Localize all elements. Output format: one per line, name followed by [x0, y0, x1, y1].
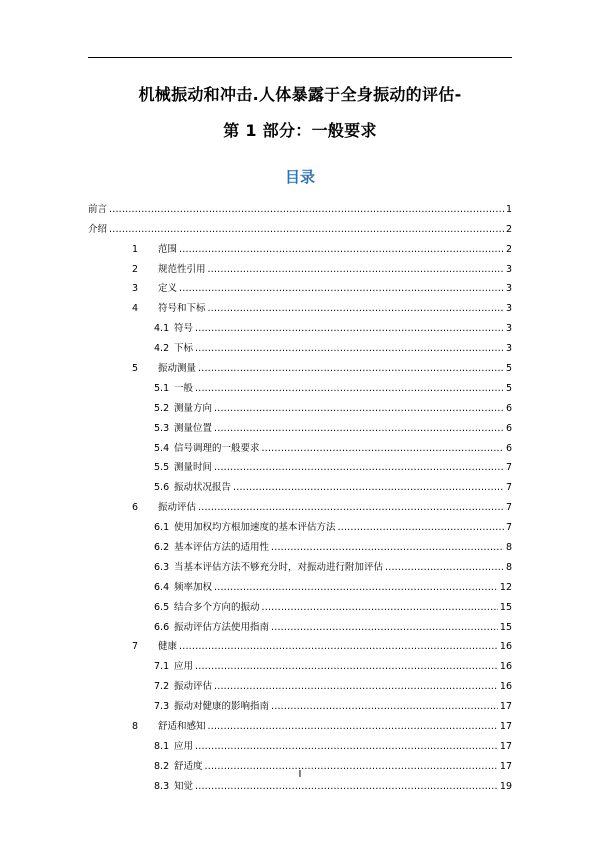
- toc-entry[interactable]: [88, 334, 512, 354]
- top-rule: [88, 57, 512, 58]
- toc-entry-page: 7: [505, 502, 512, 514]
- toc-entry-label: 符号: [174, 323, 194, 335]
- toc-entry-number: 8.1: [154, 740, 170, 752]
- toc-entry-number: 7.2: [154, 681, 170, 693]
- toc-entry-page: 15: [499, 621, 512, 633]
- toc-dot-leader: [208, 721, 498, 732]
- toc-entry-label: 频率加权: [174, 581, 213, 593]
- toc-entry[interactable]: [88, 652, 512, 672]
- toc-entry-label: 基本评估方法的适用性: [174, 542, 270, 554]
- toc-entry-number: 3: [132, 283, 139, 295]
- toc-entry-page: 7: [505, 482, 512, 494]
- toc-dot-leader: [195, 781, 498, 792]
- toc-entry-page: 7: [505, 462, 512, 474]
- toc-dot-leader: [179, 244, 504, 255]
- table-of-contents: [88, 195, 512, 792]
- toc-entry-number: 6.1: [154, 522, 170, 534]
- toc-entry[interactable]: [88, 672, 512, 692]
- toc-entry-page: 6: [505, 442, 512, 454]
- toc-dot-leader: [109, 224, 504, 235]
- toc-entry-page: 1: [505, 203, 512, 215]
- toc-dot-leader: [214, 681, 498, 692]
- toc-entry-page: 8: [505, 542, 512, 554]
- toc-entry-number: 6.4: [154, 581, 170, 593]
- toc-entry-number: 5.3: [154, 422, 170, 434]
- toc-entry-number: 6.3: [154, 561, 170, 573]
- toc-entry-label: 下标: [174, 343, 194, 355]
- toc-entry-number: 5.5: [154, 462, 170, 474]
- toc-entry-number: 4: [132, 303, 139, 315]
- toc-dot-leader: [195, 741, 498, 752]
- toc-entry[interactable]: [88, 414, 512, 434]
- toc-entry-number: 8: [132, 721, 139, 733]
- toc-entry-label: 振动对健康的影响指南: [174, 701, 270, 713]
- toc-entry-number: 5.4: [154, 442, 170, 454]
- toc-entry-page: 2: [505, 223, 512, 235]
- toc-entry-page: 12: [499, 581, 512, 593]
- toc-entry-number: 8.2: [154, 760, 170, 772]
- toc-entry[interactable]: [88, 255, 512, 275]
- toc-dot-leader: [385, 562, 504, 573]
- toc-entry-page: 17: [499, 701, 512, 713]
- toc-entry-number: 5.6: [154, 482, 170, 494]
- toc-entry-label: 介绍: [88, 223, 108, 235]
- toc-dot-leader: [214, 582, 498, 593]
- toc-entry[interactable]: [88, 573, 512, 593]
- toc-dot-leader: [179, 283, 504, 294]
- toc-entry[interactable]: [88, 394, 512, 414]
- toc-entry-page: 8: [505, 561, 512, 573]
- toc-dot-leader: [179, 641, 498, 652]
- toc-dot-leader: [271, 622, 498, 633]
- toc-entry[interactable]: [88, 215, 512, 235]
- toc-entry-number: 5: [132, 363, 139, 375]
- toc-entry-label: 舒适度: [174, 760, 203, 772]
- toc-entry[interactable]: [88, 613, 512, 633]
- toc-entry-page: 17: [499, 721, 512, 733]
- toc-entry[interactable]: [88, 712, 512, 732]
- toc-entry-page: 5: [505, 382, 512, 394]
- toc-dot-leader: [214, 403, 504, 414]
- toc-entry-label: 应用: [174, 661, 194, 673]
- toc-entry[interactable]: [88, 195, 512, 215]
- toc-dot-leader: [195, 383, 504, 394]
- toc-entry-label: 测量方向: [174, 402, 213, 414]
- toc-entry-page: 3: [505, 343, 512, 355]
- toc-dot-leader: [271, 701, 498, 712]
- toc-entry-label: 符号和下标: [158, 303, 206, 315]
- toc-entry-label: 测量位置: [174, 422, 213, 434]
- toc-entry-label: 舒适和感知: [158, 721, 206, 733]
- toc-entry[interactable]: [88, 692, 512, 712]
- toc-dot-leader: [271, 542, 504, 553]
- toc-entry[interactable]: [88, 633, 512, 653]
- toc-entry-page: 3: [505, 323, 512, 335]
- toc-dot-leader: [214, 423, 504, 434]
- toc-entry-number: 6: [132, 502, 139, 514]
- toc-entry-number: 5.2: [154, 402, 170, 414]
- toc-entry-label: 当基本评估方法不够充分时，对振动进行附加评估: [174, 561, 384, 573]
- toc-dot-leader: [198, 363, 504, 374]
- toc-entry[interactable]: [88, 235, 512, 255]
- toc-dot-leader: [262, 602, 498, 613]
- toc-entry-page: 3: [505, 263, 512, 275]
- toc-entry-number: 7.1: [154, 661, 170, 673]
- toc-entry-number: 7: [132, 641, 139, 653]
- toc-entry[interactable]: [88, 374, 512, 394]
- toc-entry-label: 规范性引用: [158, 263, 206, 275]
- toc-entry-number: 2: [132, 263, 139, 275]
- document-title-line2: 第 1 部分：一般要求: [223, 121, 377, 140]
- toc-entry-label: 应用: [174, 740, 194, 752]
- toc-entry-page: 17: [499, 740, 512, 752]
- toc-entry-label: 信号调理的一般要求: [174, 442, 260, 454]
- toc-entry-number: 6.6: [154, 621, 170, 633]
- toc-entry-label: 振动评估: [158, 502, 197, 514]
- toc-dot-leader: [214, 462, 504, 473]
- toc-entry-page: 7: [505, 522, 512, 534]
- toc-entry[interactable]: [88, 493, 512, 513]
- toc-entry-label: 结合多个方向的振动: [174, 601, 260, 613]
- toc-entry-label: 振动评估: [174, 681, 213, 693]
- toc-entry-page: 16: [499, 661, 512, 673]
- toc-entry[interactable]: [88, 275, 512, 295]
- document-title-line1: 机械振动和冲击.人体暴露于全身振动的评估-: [138, 85, 462, 104]
- toc-entry[interactable]: [88, 593, 512, 613]
- toc-entry[interactable]: [88, 454, 512, 474]
- toc-entry-number: 4.1: [154, 323, 170, 335]
- toc-entry-number: 7.3: [154, 701, 170, 713]
- toc-entry-page: 2: [505, 243, 512, 255]
- toc-entry-label: 测量时间: [174, 462, 213, 474]
- toc-entry-page: 19: [499, 780, 512, 792]
- toc-entry-page: 15: [499, 601, 512, 613]
- toc-dot-leader: [109, 204, 504, 215]
- toc-entry-number: 1: [132, 243, 139, 255]
- toc-dot-leader: [195, 323, 504, 334]
- toc-entry-page: 5: [505, 363, 512, 375]
- toc-dot-leader: [338, 522, 504, 533]
- toc-entry-label: 定义: [158, 283, 178, 295]
- toc-entry-page: 16: [499, 681, 512, 693]
- toc-dot-leader: [195, 661, 498, 672]
- toc-dot-leader: [233, 482, 504, 493]
- toc-entry-label: 振动测量: [158, 363, 197, 375]
- toc-entry[interactable]: [88, 732, 512, 752]
- toc-entry-page: 16: [499, 641, 512, 653]
- toc-heading: 目录: [284, 168, 315, 186]
- toc-entry[interactable]: [88, 553, 512, 573]
- toc-entry-label: 前言: [88, 203, 108, 215]
- toc-entry-number: 5.1: [154, 382, 170, 394]
- toc-entry[interactable]: [88, 354, 512, 374]
- toc-entry[interactable]: [88, 513, 512, 533]
- toc-dot-leader: [208, 264, 504, 275]
- toc-entry[interactable]: [88, 473, 512, 493]
- toc-entry-label: 振动评估方法使用指南: [174, 621, 270, 633]
- toc-entry-label: 振动状况报告: [174, 482, 232, 494]
- toc-entry[interactable]: [88, 314, 512, 334]
- toc-dot-leader: [198, 502, 504, 513]
- toc-entry-number: 8.3: [154, 780, 170, 792]
- toc-entry-label: 范围: [158, 243, 178, 255]
- toc-entry[interactable]: [88, 533, 512, 553]
- toc-dot-leader: [195, 343, 504, 354]
- page-number: I: [298, 769, 302, 780]
- toc-entry-label: 一般: [174, 382, 194, 394]
- toc-dot-leader: [208, 303, 504, 314]
- toc-entry-page: 3: [505, 283, 512, 295]
- toc-entry-number: 4.2: [154, 343, 170, 355]
- toc-entry-label: 健康: [158, 641, 178, 653]
- toc-entry-page: 17: [499, 760, 512, 772]
- toc-entry-page: 6: [505, 422, 512, 434]
- toc-entry-number: 6.5: [154, 601, 170, 613]
- toc-entry-label: 使用加权均方根加速度的基本评估方法: [174, 522, 336, 534]
- toc-entry-page: 3: [505, 303, 512, 315]
- toc-dot-leader: [262, 443, 504, 454]
- toc-entry-page: 6: [505, 402, 512, 414]
- toc-entry[interactable]: [88, 434, 512, 454]
- toc-entry-number: 6.2: [154, 542, 170, 554]
- toc-entry-label: 知觉: [174, 780, 194, 792]
- toc-entry[interactable]: [88, 294, 512, 314]
